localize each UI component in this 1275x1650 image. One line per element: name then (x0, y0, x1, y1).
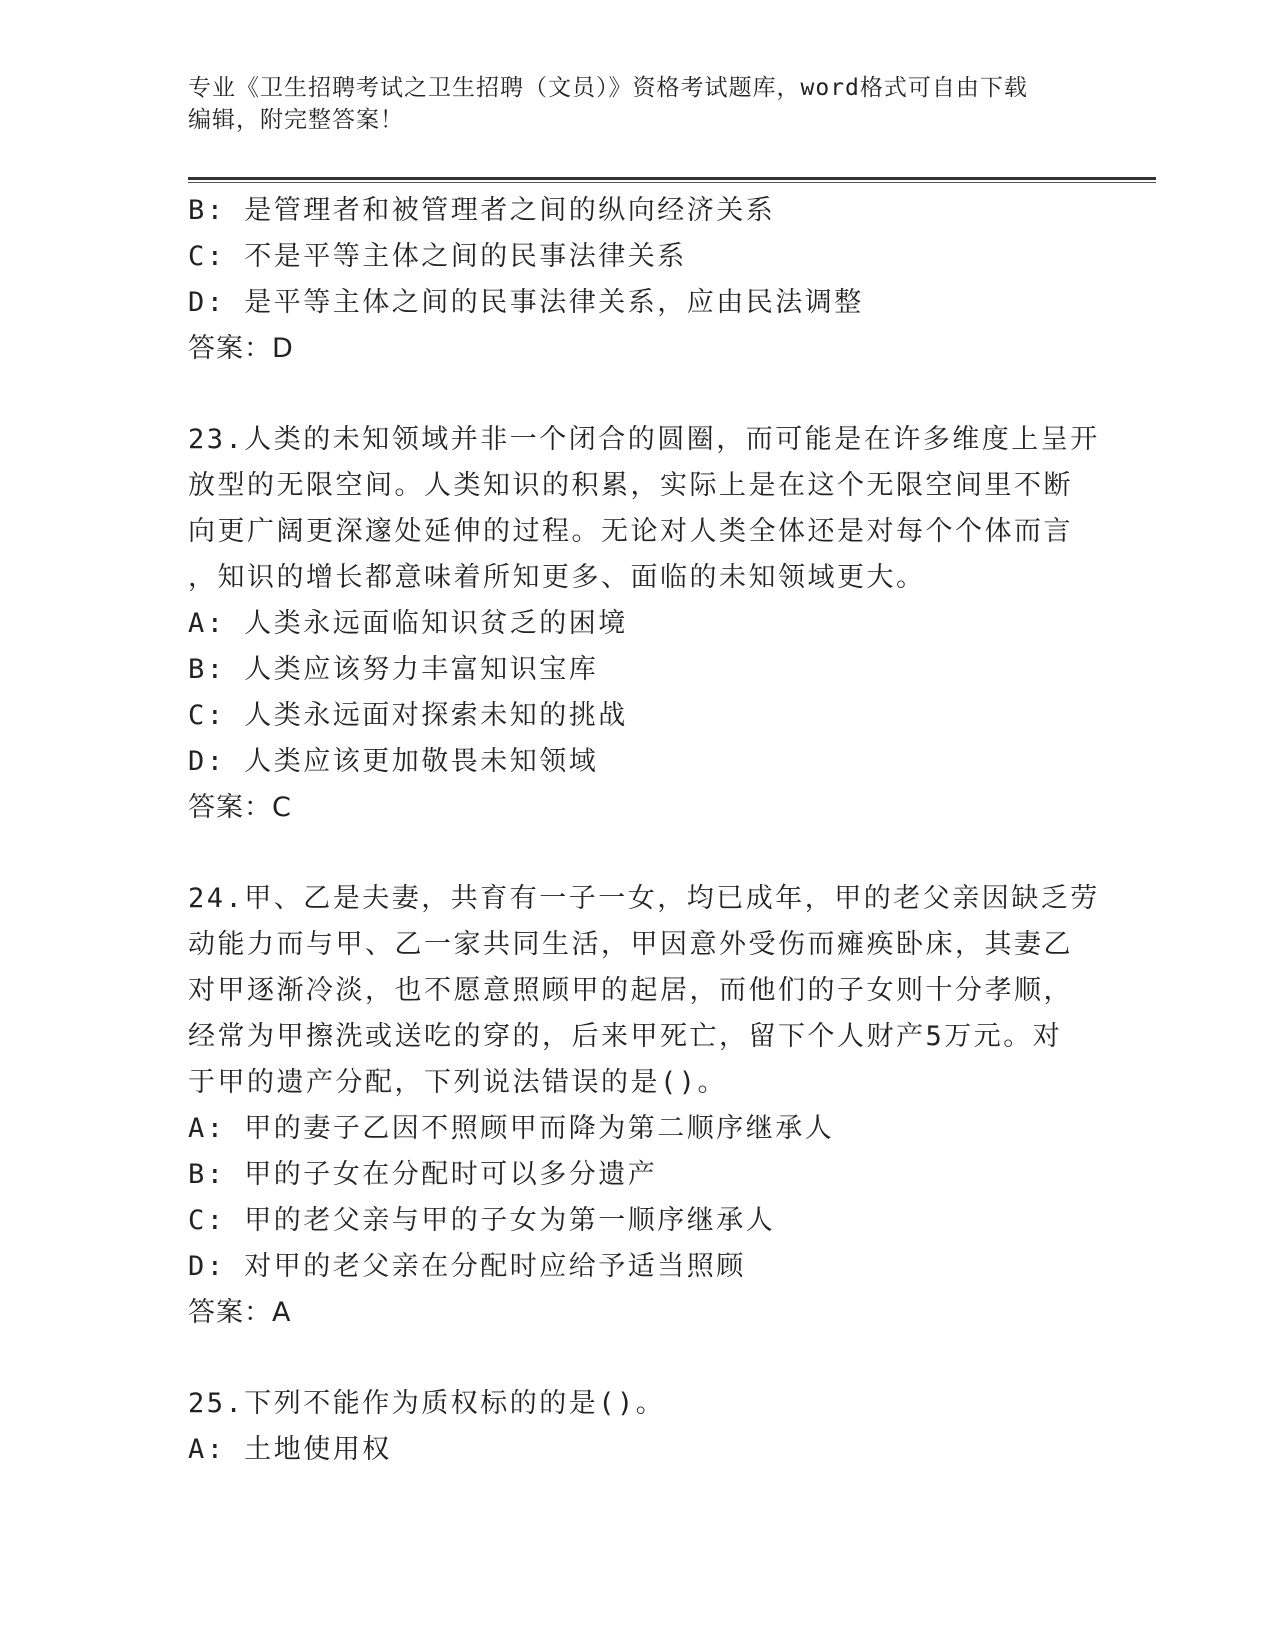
page-header (188, 72, 1078, 136)
answer-line: 答案：C (188, 792, 292, 823)
option-a: A: 土地使用权 (188, 1434, 392, 1465)
option-a: A: 甲的妻子乙因不照顾甲而降为第二顺序继承人 (188, 1113, 835, 1144)
answer-line: 答案：D (188, 333, 294, 364)
question-stem-line: 于甲的遗产分配，下列说法错误的是()。 (188, 1067, 728, 1098)
question-stem-line: 25.下列不能作为质权标的的是()。 (188, 1388, 666, 1419)
answer-line: 答案：A (188, 1297, 292, 1328)
document-body (188, 188, 1100, 1473)
question-stem-line: 24.甲、乙是夫妻，共育有一子一女，均已成年，甲的老父亲因缺乏劳 (188, 883, 1100, 914)
option-d: D: 对甲的老父亲在分配时应给予适当照顾 (188, 1251, 746, 1282)
question-25 (188, 1381, 1068, 1473)
option-b: B: 是管理者和被管理者之间的纵向经济关系 (188, 195, 776, 226)
question-stem-line: 对甲逐渐冷淡，也不愿意照顾甲的起居，而他们的子女则十分孝顺， (188, 975, 1073, 1006)
header-divider-thick (188, 177, 1156, 180)
option-d: D: 是平等主体之间的民事法律关系，应由民法调整 (188, 287, 864, 318)
header-line-1: 专业《卫生招聘考试之卫生招聘（文员）》资格考试题库，word格式可自由下载 (188, 75, 1028, 101)
question-stem-line: 向更广阔更深邃处延伸的过程。无论对人类全体还是对每个个体而言 (188, 516, 1073, 547)
header-divider-thin (188, 182, 1156, 183)
question-stem-line: 动能力而与甲、乙一家共同生活，甲因意外受伤而瘫痪卧床，其妻乙 (188, 929, 1073, 960)
header-line-2: 编辑，附完整答案！ (188, 107, 404, 133)
question-24 (188, 876, 1100, 1336)
question-stem-line: 经常为甲擦洗或送吃的穿的，后来甲死亡，留下个人财产5万元。对 (188, 1021, 1063, 1052)
option-b: B: 人类应该努力丰富知识宝库 (188, 654, 599, 685)
question-stem-line: ，知识的增长都意味着所知更多、面临的未知领域更大。 (188, 562, 926, 593)
option-d: D: 人类应该更加敬畏未知领域 (188, 746, 599, 777)
option-c: C: 人类永远面对探索未知的挑战 (188, 700, 628, 731)
option-c: C: 甲的老父亲与甲的子女为第一顺序继承人 (188, 1205, 776, 1236)
option-b: B: 甲的子女在分配时可以多分遗产 (188, 1159, 658, 1190)
question-22 (188, 188, 1068, 372)
option-c: C: 不是平等主体之间的民事法律关系 (188, 241, 687, 272)
question-stem-line: 放型的无限空间。人类知识的积累，实际上是在这个无限空间里不断 (188, 470, 1073, 501)
question-stem-line: 23.人类的未知领域并非一个闭合的圆圈，而可能是在许多维度上呈开 (188, 424, 1100, 455)
option-a: A: 人类永远面临知识贫乏的困境 (188, 608, 628, 639)
question-23 (188, 417, 1100, 831)
